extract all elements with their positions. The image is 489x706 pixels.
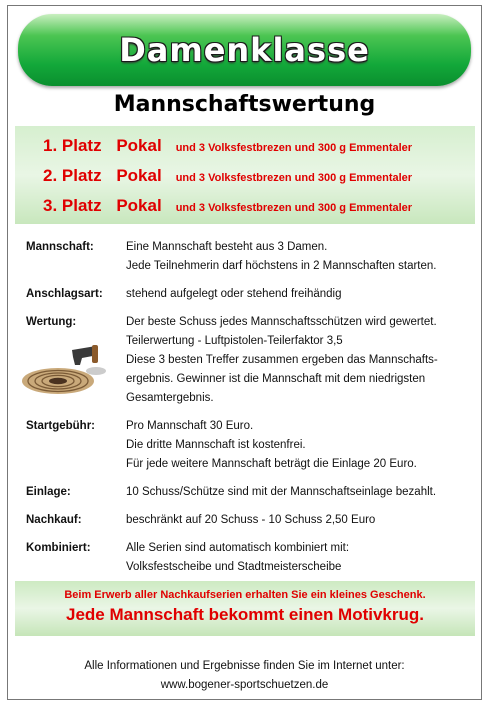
rule-text: Diese 3 besten Treffer zusammen ergeben das Mannschafts- [126, 354, 438, 366]
info-block [8, 657, 481, 695]
target-and-pistol-image [20, 341, 112, 396]
rule-startgebuehr [26, 417, 476, 474]
gift-note: Beim Erwerb aller Nachkaufserien erhalten Sie ein kleines Geschenk. [64, 589, 426, 601]
rule-label: Kombiniert: [26, 542, 91, 554]
prize-place: 1. Platz [43, 136, 102, 155]
rule-text: Pro Mannschaft 30 Euro. [126, 420, 254, 432]
rule-text: Alle Serien sind automatisch kombiniert mit: [126, 542, 350, 554]
rules-list [26, 238, 476, 586]
prize-extra: und 3 Volksfestbrezen und 300 g Emmentaler [175, 202, 413, 214]
prize-extra: und 3 Volksfestbrezen und 300 g Emmentaler [175, 142, 413, 154]
rule-label: Nachkauf: [26, 514, 82, 526]
prize-place: 3. Platz [43, 196, 102, 215]
rule-label: Startgebühr: [26, 420, 95, 432]
rule-label: Mannschaft: [26, 241, 94, 253]
rule-text: Jede Teilnehmerin darf höchstens in 2 Mannschaften starten. [126, 260, 437, 272]
rule-text: 10 Schuss/Schütze sind mit der Mannschaftseinlage bezahlt. [126, 486, 437, 498]
page-subtitle: Mannschaftswertung [113, 92, 376, 117]
rule-label: Wertung: [26, 316, 77, 328]
prize-award: Pokal [116, 166, 162, 185]
rule-text: Teilerwertung - Luftpistolen-Teilerfaktor 3,5 [126, 335, 343, 347]
prize-extra: und 3 Volksfestbrezen und 300 g Emmentaler [175, 172, 413, 184]
krug-note: Jede Mannschaft bekommt einen Motivkrug. [65, 605, 424, 624]
rule-text: ergebnis. Gewinner ist die Mannschaft mit dem niedrigsten [126, 373, 426, 385]
prize-award: Pokal [116, 196, 162, 215]
rule-text: Gesamtergebnis. [126, 392, 214, 404]
prize-place: 2. Platz [43, 166, 102, 185]
rule-text: stehend aufgelegt oder stehend freihändig [126, 288, 342, 300]
rule-text: Eine Mannschaft besteht aus 3 Damen. [126, 241, 328, 253]
info-text: Alle Informationen und Ergebnisse finden Sie im Internet unter: [84, 660, 405, 672]
rule-anschlagsart [26, 285, 476, 304]
prize-row-1 [43, 136, 412, 156]
rule-label: Einlage: [26, 486, 71, 498]
prize-award: Pokal [116, 136, 162, 155]
rule-label: Anschlagsart: [26, 288, 103, 300]
rule-text: Die dritte Mannschaft ist kostenfrei. [126, 439, 306, 451]
rule-text: Für jede weitere Mannschaft beträgt die Einlage 20 Euro. [126, 458, 417, 470]
rule-nachkauf [26, 511, 476, 530]
poster-frame [7, 5, 482, 700]
rule-kombiniert [26, 539, 476, 577]
rule-mannschaft [26, 238, 476, 276]
prize-row-2 [43, 166, 412, 186]
rule-text: Der beste Schuss jedes Mannschaftsschützen wird gewertet. [126, 316, 437, 328]
website-link[interactable]: www.bogener-sportschuetzen.de [160, 679, 329, 691]
prize-row-3 [43, 196, 412, 216]
banner-title: Damenklasse [119, 31, 370, 69]
gift-band [15, 581, 475, 636]
title-banner [18, 14, 471, 86]
rule-text: Volksfestscheibe und Stadtmeisterscheibe [126, 561, 342, 573]
rule-einlage [26, 483, 476, 502]
prize-band [15, 126, 475, 224]
rule-text: beschränkt auf 20 Schuss - 10 Schuss 2,50 Euro [126, 514, 376, 526]
